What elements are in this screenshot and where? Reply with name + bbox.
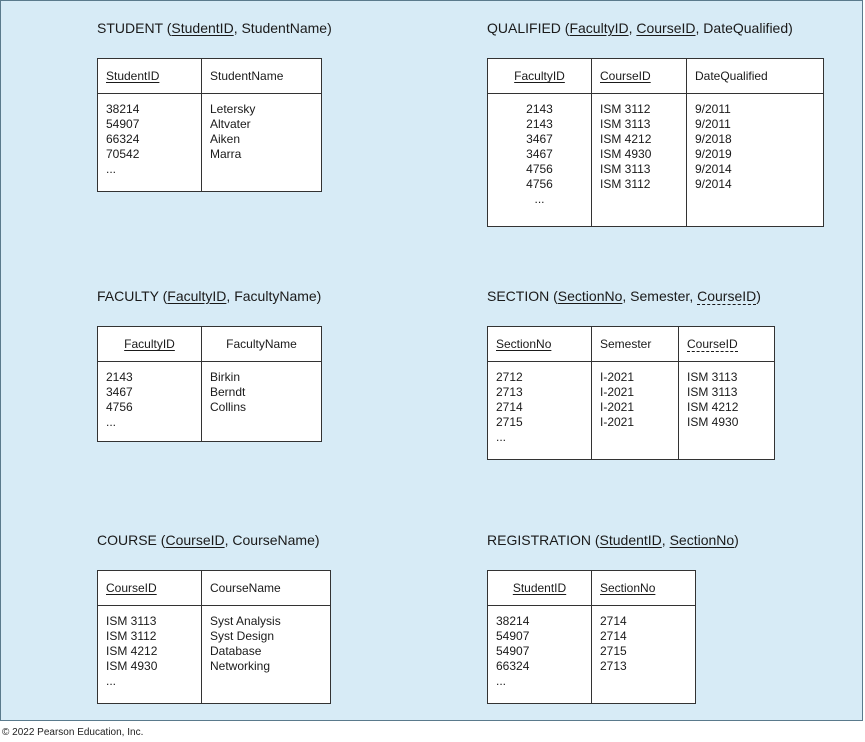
- table-cell: Letersky: [210, 102, 256, 116]
- fk-attr: CourseID: [697, 288, 757, 304]
- column-header: FacultyName: [226, 337, 297, 351]
- table-cell: I-2021: [600, 415, 635, 429]
- table-cell: Networking: [210, 659, 271, 673]
- table-cell: 4756: [526, 162, 553, 176]
- table-cell: 9/2011: [695, 117, 731, 131]
- table-cell: Marra: [210, 147, 242, 161]
- table-cell: Database: [210, 644, 262, 658]
- column-values: [202, 362, 322, 442]
- table-cell: [600, 192, 678, 207]
- column-header: FacultyID: [124, 337, 175, 351]
- table-cell: 2713: [496, 385, 523, 399]
- faculty-table: [97, 326, 322, 442]
- column-header: StudentName: [210, 69, 284, 83]
- pk-attr: StudentID: [599, 532, 662, 548]
- table-cell: 54907: [496, 644, 530, 658]
- table-cell: 2714: [496, 400, 523, 414]
- relation-name: QUALIFIED: [487, 20, 561, 36]
- table-cell: ISM 3112: [600, 177, 651, 191]
- table-cell: Birkin: [210, 370, 241, 384]
- registration-table: [487, 570, 696, 704]
- student-table: [97, 58, 322, 192]
- column-header: CourseID: [600, 69, 651, 83]
- table-cell: ISM 4930: [106, 659, 158, 673]
- table-cell: 54907: [106, 117, 140, 131]
- column-header: CourseName: [210, 581, 281, 595]
- registration-title: REGISTRATION (StudentID, SectionNo): [487, 532, 739, 548]
- table-cell: 2712: [496, 370, 523, 384]
- table-cell: I-2021: [600, 370, 635, 384]
- table-cell: ISM 4930: [687, 415, 739, 429]
- table-cell: I-2021: [600, 400, 635, 414]
- relation-name: SECTION: [487, 288, 550, 304]
- pk-attr: CourseID: [165, 532, 225, 548]
- column-values: [98, 362, 202, 442]
- table-cell: 2715: [600, 644, 627, 658]
- column-values: [592, 606, 696, 704]
- column-header: SectionNo: [496, 337, 552, 351]
- column-header: CourseID: [106, 581, 157, 595]
- table-cell: 9/2014: [695, 162, 732, 176]
- table-cell: ISM 3113: [687, 370, 738, 384]
- column-header: Semester: [600, 337, 652, 351]
- section-title: SECTION (SectionNo, Semester, CourseID): [487, 288, 761, 304]
- pk-attr: SectionNo: [669, 532, 735, 548]
- table-cell: ...: [106, 162, 117, 176]
- table-cell: [695, 192, 815, 207]
- table-cell: ISM 4212: [106, 644, 158, 658]
- column-values: [592, 94, 687, 227]
- table-cell: 2714: [600, 614, 627, 628]
- table-cell: 70542: [106, 147, 140, 161]
- table-cell: ...: [534, 192, 545, 206]
- table-cell: [600, 430, 670, 445]
- qualified-title: QUALIFIED (FacultyID, CourseID, DateQualified): [487, 20, 793, 36]
- column-header: StudentID: [512, 581, 567, 595]
- column-values: [488, 606, 592, 704]
- table-cell: ISM 3112: [106, 629, 157, 643]
- faculty-title: FACULTY (FacultyID, FacultyName): [97, 288, 322, 304]
- column-values: [202, 94, 322, 192]
- table-cell: ISM 4212: [600, 132, 652, 146]
- table-cell: [210, 674, 322, 689]
- table-cell: Collins: [210, 400, 247, 414]
- table-cell: Syst Analysis: [210, 614, 281, 628]
- table-cell: ISM 3112: [600, 102, 651, 116]
- column-values: [592, 362, 679, 460]
- table-cell: ...: [106, 415, 117, 429]
- table-cell: Altvater: [210, 117, 251, 131]
- table-cell: Berndt: [210, 385, 246, 399]
- table-cell: ISM 3113: [600, 117, 651, 131]
- table-cell: 3467: [526, 132, 553, 146]
- table-cell: 2713: [600, 659, 627, 673]
- column-header: FacultyID: [514, 69, 565, 83]
- table-cell: 66324: [106, 132, 140, 146]
- table-cell: 54907: [496, 629, 530, 643]
- course-title: COURSE (CourseID, CourseName): [97, 532, 320, 548]
- table-cell: 9/2018: [695, 132, 732, 146]
- pk-attr: StudentID: [171, 20, 234, 36]
- pk-attr: CourseID: [636, 20, 696, 36]
- table-cell: [210, 415, 313, 430]
- pk-attr: FacultyID: [569, 20, 629, 36]
- attr: CourseName: [232, 532, 315, 548]
- table-cell: ...: [106, 674, 117, 688]
- table-cell: ISM 4930: [600, 147, 652, 161]
- table-cell: ISM 4212: [687, 400, 739, 414]
- relation-name: COURSE: [97, 532, 157, 548]
- attr: Semester: [630, 288, 690, 304]
- table-cell: 2714: [600, 629, 627, 643]
- table-cell: 66324: [496, 659, 530, 673]
- attr: DateQualified: [703, 20, 789, 36]
- column-header: DateQualified: [695, 69, 768, 83]
- table-cell: 2143: [526, 102, 553, 116]
- column-values: [488, 362, 592, 460]
- table-cell: 2143: [106, 370, 133, 384]
- table-cell: 9/2011: [695, 102, 731, 116]
- table-cell: ISM 3113: [687, 385, 738, 399]
- table-cell: Aiken: [210, 132, 241, 146]
- table-cell: ISM 3113: [106, 614, 157, 628]
- table-cell: 38214: [496, 614, 530, 628]
- column-values: [98, 606, 202, 704]
- table-cell: ...: [496, 674, 507, 688]
- column-header: StudentID: [106, 69, 160, 83]
- qualified-table: [487, 58, 824, 227]
- attr: FacultyName: [234, 288, 317, 304]
- table-cell: 2715: [496, 415, 523, 429]
- course-table: [97, 570, 331, 704]
- table-cell: 2143: [526, 117, 553, 131]
- relation-name: REGISTRATION: [487, 532, 591, 548]
- table-cell: 3467: [526, 147, 553, 161]
- column-values: [687, 94, 824, 227]
- table-cell: 9/2014: [695, 177, 732, 191]
- table-cell: ...: [496, 430, 507, 444]
- table-cell: 9/2019: [695, 147, 732, 161]
- table-cell: [687, 430, 766, 445]
- column-header: SectionNo: [600, 581, 656, 595]
- table-cell: 38214: [106, 102, 140, 116]
- pk-attr: FacultyID: [167, 288, 227, 304]
- section-table: [487, 326, 775, 460]
- column-values: [488, 94, 592, 227]
- table-cell: 3467: [106, 385, 133, 399]
- column-values: [98, 94, 202, 192]
- table-cell: ISM 3113: [600, 162, 651, 176]
- table-cell: Syst Design: [210, 629, 275, 643]
- table-cell: [600, 674, 687, 689]
- column-values: [679, 362, 775, 460]
- copyright-notice: © 2022 Pearson Education, Inc.: [2, 727, 144, 738]
- column-values: [202, 606, 331, 704]
- relation-name: FACULTY: [97, 288, 159, 304]
- table-cell: 4756: [106, 400, 133, 414]
- table-cell: [210, 162, 313, 177]
- pk-attr: SectionNo: [557, 288, 623, 304]
- table-cell: 4756: [526, 177, 553, 191]
- table-cell: I-2021: [600, 385, 635, 399]
- column-header: CourseID: [687, 337, 738, 351]
- student-title: STUDENT (StudentID, StudentName): [97, 20, 332, 36]
- attr: StudentName: [241, 20, 328, 36]
- relation-name: STUDENT: [97, 20, 163, 36]
